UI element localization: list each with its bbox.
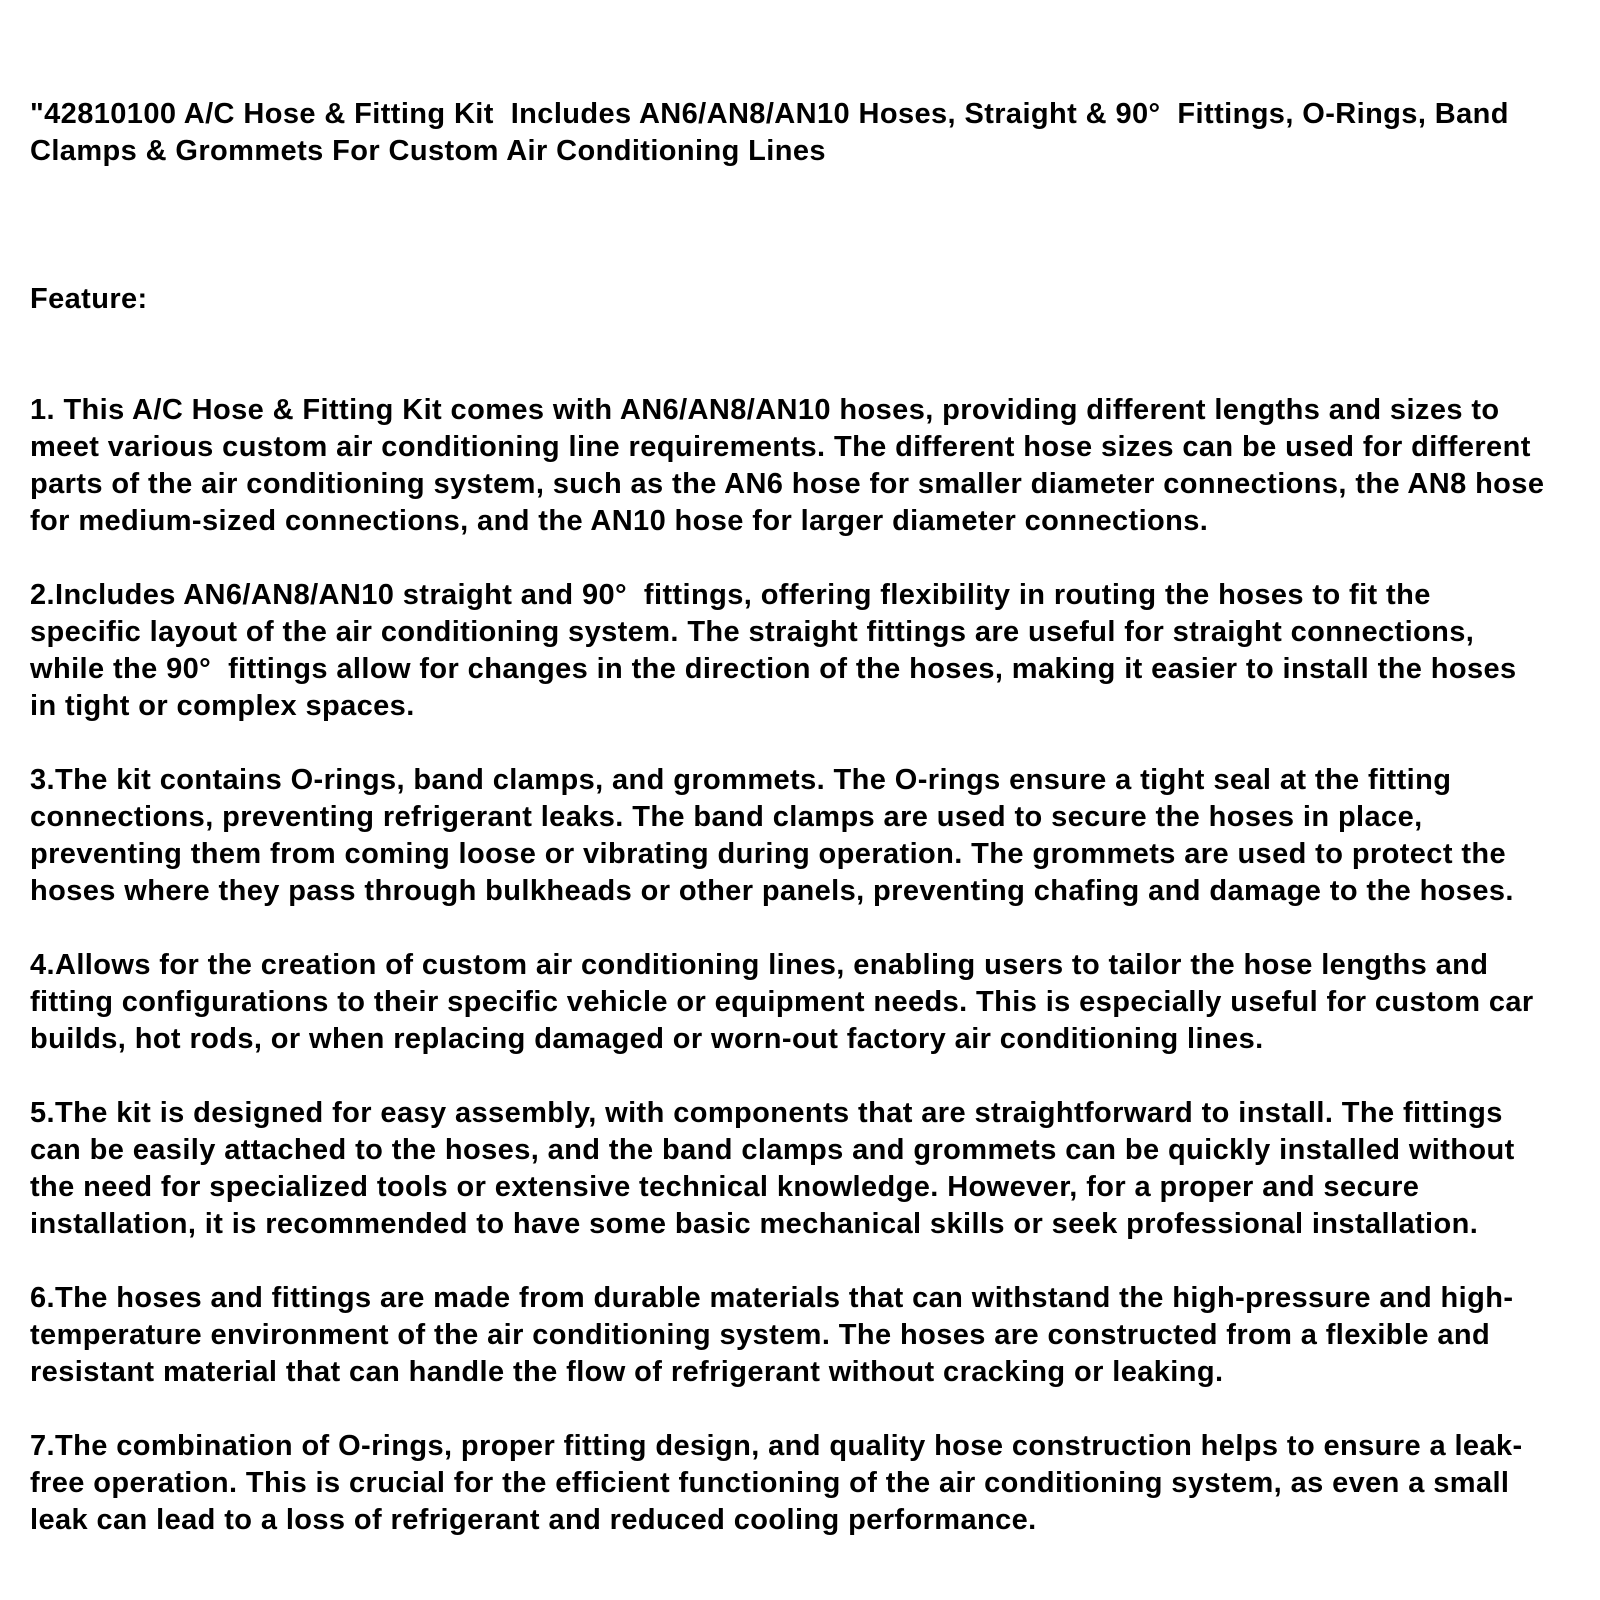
feature-item: 6.The hoses and fittings are made from durable materials that can withstand the high-pressure and high-temperature environment of the air conditioning system. The hoses are constructed from a flexible and resistant material that can handle the flow of refrigerant without cracking or leaking. <box>30 1282 1514 1388</box>
feature-item: 4.Allows for the creation of custom air conditioning lines, enabling users to tailor the hose lengths and fitting configurations to their specific vehicle or equipment needs. This is especially useful for custom car builds, hot rods, or when replacing damaged or worn-out factory air conditioning lines. <box>30 949 1543 1055</box>
product-title: "42810100 A/C Hose & Fitting Kit Includes AN6/AN8/AN10 Hoses, Straight & 90° Fittings, O-Rings, Band Clamps & Grommets For Custom Air Conditioning Lines <box>30 98 1518 167</box>
feature-item: 3.The kit contains O-rings, band clamps, and grommets. The O-rings ensure a tight seal at the fitting connections, preventing refrigerant leaks. The band clamps are used to secure the hoses in place, preventing them from coming loose or vibrating during operation. The grommets are used to protect the hoses where they pass through bulkheads or other panels, preventing chafing and damage to the hoses. <box>30 764 1515 907</box>
feature-item: 5.The kit is designed for easy assembly, with components that are straightforward to install. The fittings can be easily attached to the hoses, and the band clamps and grommets can be quickly installed without the need for specialized tools or extensive technical knowledge. However, for a proper and secure installation, it is recommended to have some basic mechanical skills or seek professional installation. <box>30 1097 1524 1240</box>
feature-item: 1. This A/C Hose & Fitting Kit comes with AN6/AN8/AN10 hoses, providing different lengths and sizes to meet various custom air conditioning line requirements. The different hose sizes can be used for different parts of the air conditioning system, such as the AN6 hose for smaller diameter connections, the AN8 hose for medium-sized connections, and the AN10 hose for larger diameter connections. <box>30 394 1553 537</box>
feature-item: 7.The combination of O-rings, proper fitting design, and quality hose construction helps to ensure a leak-free operation. This is crucial for the efficient functioning of the air conditioning system, as even a small leak can lead to a loss of refrigerant and reduced cooling performance. <box>30 1430 1523 1536</box>
feature-item: 2.Includes AN6/AN8/AN10 straight and 90° fittings, offering flexibility in routing the hoses to fit the specific layout of the air conditioning system. The straight fittings are useful for straight connections, while the 90° fittings allow for changes in the direction of the hoses, making it easier to install the hoses in tight or complex spaces. <box>30 579 1526 722</box>
feature-heading: Feature: <box>30 283 148 315</box>
feature-list <box>30 392 1553 1539</box>
